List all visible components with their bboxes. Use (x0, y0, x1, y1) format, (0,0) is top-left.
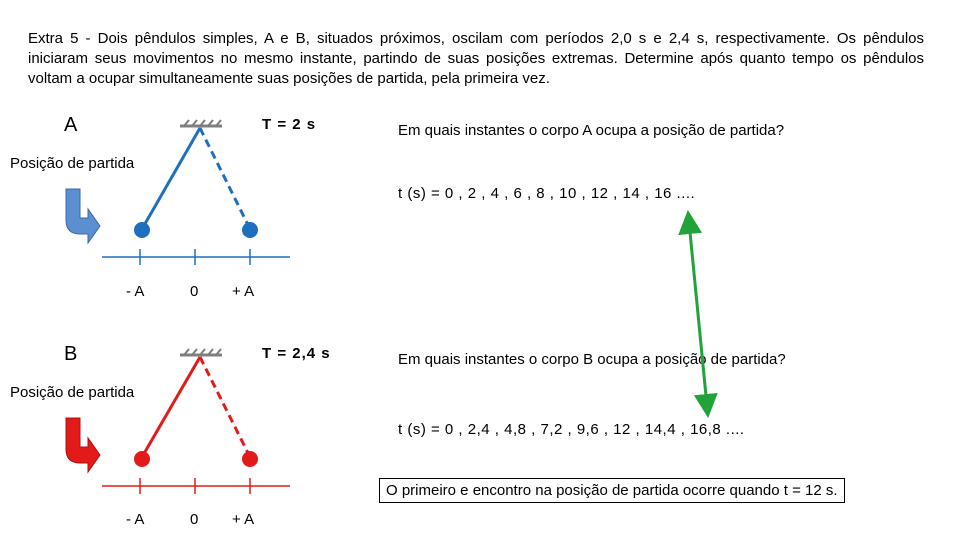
pendulum-a-start-label: Posição de partida (10, 155, 135, 172)
pendulum-b-axis-zero: 0 (190, 511, 199, 528)
pendulum-b-axis-plus: + A (232, 511, 255, 528)
pendulum-b-question: Em quais instantes o corpo B ocupa a posição de partida? (398, 351, 786, 368)
pendulum-b-bob-end (242, 451, 258, 467)
pendulum-b-bob-start (134, 451, 150, 467)
pendulum-a-axis-plus: + A (232, 283, 255, 300)
pendulum-a-question: Em quais instantes o corpo A ocupa a posição de partida? (398, 122, 785, 139)
coincidence-connector-arrow (689, 222, 707, 406)
pendulum-a-axis (102, 249, 290, 265)
pendulum-a-string (142, 128, 200, 229)
pendulum-b-period: T = 2,4 s (262, 345, 331, 362)
pendulum-b-support-icon (180, 349, 222, 355)
pendulum-b-start-arrow-icon (66, 418, 100, 472)
pendulum-b-axis-minus: - A (126, 511, 145, 528)
pendulum-b-axis (102, 478, 290, 494)
pendulum-a-support-icon (180, 120, 222, 126)
pendulum-a-string-dashed (200, 128, 250, 229)
pendulum-b-label: B (64, 343, 78, 365)
pendulum-a-period: T = 2 s (262, 116, 317, 133)
pendulum-a-start-arrow-icon (66, 189, 100, 243)
pendulum-a-bob-start (134, 222, 150, 238)
pendulum-a-bob-end (242, 222, 258, 238)
pendulum-b-string (142, 357, 200, 457)
problem-statement: Extra 5 - Dois pêndulos simples, A e B, situados próximos, oscilam com períodos 2,0 s e 2,4 s, respectivamente. Os pêndulos iniciaram seus movimentos no mesmo instante, partindo de suas posições extremas. Determine após quanto tempo os pêndulos voltam a ocupar simultaneamente suas posições de partida, pela primeira vez. (28, 30, 924, 87)
pendulum-a-axis-minus: - A (126, 283, 145, 300)
conclusion-box: O primeiro e encontro na posição de partida ocorre quando t = 12 s. (379, 478, 845, 503)
pendulum-a-time-sequence: t (s) = 0 , 2 , 4 , 6 , 8 , 10 , 12 , 14 , 16 .... (398, 185, 696, 202)
pendulum-b-time-sequence: t (s) = 0 , 2,4 , 4,8 , 7,2 , 9,6 , 12 , 14,4 , 16,8 .... (398, 421, 745, 438)
pendulum-a-axis-zero: 0 (190, 283, 199, 300)
pendulum-a-label: A (64, 114, 78, 136)
pendulum-b-start-label: Posição de partida (10, 384, 135, 401)
pendulum-b-string-dashed (200, 357, 250, 457)
